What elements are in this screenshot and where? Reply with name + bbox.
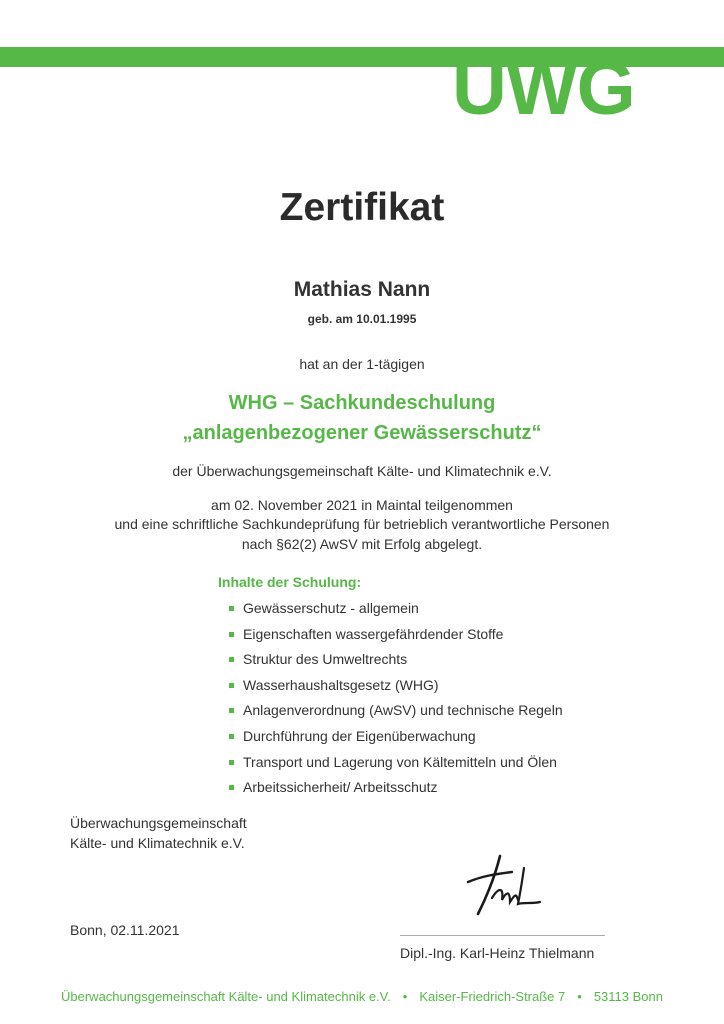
body-text-line1: am 02. November 2021 in Maintal teilgenommen (211, 497, 513, 513)
issuer-org-line2: Kälte- und Klimatechnik e.V. (70, 835, 245, 851)
certificate-title: Zertifikat (279, 186, 445, 229)
list-item-label: Eigenschaften wassergefährdender Stoffe (243, 625, 504, 642)
bullet-icon (229, 683, 234, 688)
bullet-icon (229, 606, 234, 611)
list-item (229, 651, 563, 677)
list-item-label: Transport und Lagerung von Kältemitteln und Ölen (243, 753, 557, 770)
list-item (229, 626, 563, 652)
bullet-icon (229, 734, 234, 739)
footer-separator: • (577, 989, 582, 1004)
footer-separator: • (402, 989, 408, 1004)
list-item (229, 677, 563, 703)
list-item-label: Struktur des Umweltrechts (243, 651, 408, 668)
list-item (229, 600, 563, 626)
signer-name: Dipl.-Ing. Karl-Heinz Thielmann (400, 945, 595, 961)
footer-address (0, 989, 724, 1004)
bullet-icon (229, 760, 234, 765)
footer-street: Kaiser-Friedrich-Straße 7 (419, 989, 566, 1004)
birth-date: geb. am 10.01.1995 (307, 312, 417, 326)
bullet-icon (229, 657, 234, 662)
bullet-icon (229, 708, 234, 713)
bullet-icon (229, 785, 234, 790)
list-item-label: Wasserhaushaltsgesetz (WHG) (243, 676, 439, 693)
course-title-line2: „anlagenbezogener Gewässerschutz“ (182, 422, 542, 444)
list-item-label: Arbeitssicherheit/ Arbeitsschutz (243, 779, 438, 796)
list-item (229, 728, 563, 754)
uewg-logo: ÜWG (452, 46, 635, 131)
signature-line (400, 935, 605, 936)
footer-city: 53113 Bonn (593, 989, 663, 1004)
list-item (229, 702, 563, 728)
intro-text: hat an der 1-tägigen (299, 356, 425, 372)
organization-line: der Überwachungsgemeinschaft Kälte- und Klimatechnik e.V. (172, 463, 552, 479)
list-item-label: Durchführung der Eigenüberwachung (243, 727, 476, 744)
list-item-label: Anlagenverordnung (AwSV) und technische Regeln (243, 702, 563, 719)
handwritten-signature (462, 852, 542, 920)
body-text-line2: und eine schriftliche Sachkundeprüfung für betrieblich verantwortliche Personen (114, 516, 610, 532)
contents-heading: Inhalte der Schulung: (218, 574, 362, 590)
issuer-org-line1: Überwachungsgemeinschaft (70, 815, 247, 831)
body-text-line3: nach §62(2) AwSV mit Erfolg abgelegt. (241, 536, 483, 552)
course-title-line1: WHG – Sachkundeschulung (228, 392, 496, 414)
contents-list (229, 600, 563, 805)
list-item-label: Gewässerschutz - allgemein (243, 600, 419, 616)
bullet-icon (229, 632, 234, 637)
list-item (229, 754, 563, 780)
place-date: Bonn, 02.11.2021 (70, 922, 180, 938)
recipient-name: Mathias Nann (293, 278, 431, 301)
list-item (229, 779, 563, 805)
footer-org: Überwachungsgemeinschaft Kälte- und Klimatechnik e.V. (61, 989, 391, 1004)
